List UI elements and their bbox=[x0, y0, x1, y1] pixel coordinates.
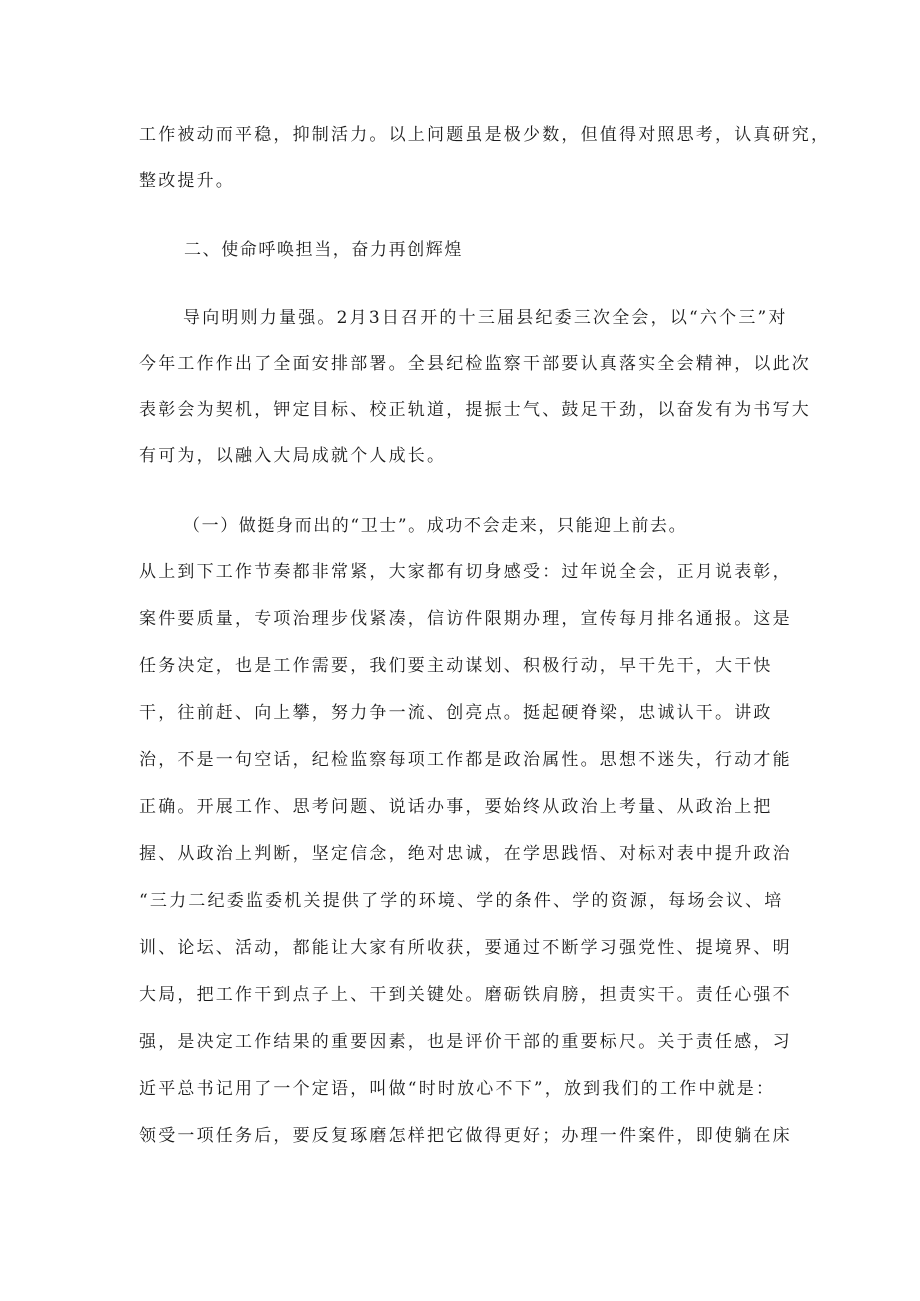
text-line: 近平总书记用了一个定语，叫做“时时放心不下”，放到我们的工作中就是： bbox=[139, 1079, 776, 1099]
section-heading: 二、使命呼唤担当，奋力再创辉煌 bbox=[184, 240, 463, 260]
text-line: 训、论坛、活动，都能让大家有所收获，要通过不断学习强党性、提境界、明 bbox=[139, 938, 792, 958]
text-line: 任务决定，也是工作需要，我们要主动谋划、积极行动，早干先干，大干快 bbox=[139, 656, 773, 676]
text-line: 领受一项任务后，要反复琢磨怎样把它做得更好；办理一件案件，即使躺在床 bbox=[139, 1126, 792, 1146]
text-line: 整改提升。 bbox=[139, 171, 235, 191]
text-line: 从上到下工作节奏都非常紧，大家都有切身感受：过年说全会，正月说表彰， bbox=[139, 562, 792, 582]
text-line: “三力二纪委监委机关提供了学的环境、学的条件、学的资源，每场会议、培 bbox=[139, 891, 784, 911]
subsection-heading: （一）做挺身而出的“卫士”。成功不会走来，只能迎上前去。 bbox=[183, 516, 688, 536]
text-line: 干，往前赶、向上攀，努力争一流、创亮点。挺起硬脊梁，忠诚认干。讲政 bbox=[139, 703, 773, 723]
text-line: 案件要质量，专项治理步伐紧凑，信访件限期办理，宣传每月排名通报。这是 bbox=[139, 609, 792, 629]
text-line: 正确。开展工作、思考问题、说话办事，要始终从政治上考量、从政治上把 bbox=[139, 797, 773, 817]
text-line: 治，不是一句空话，纪检监察每项工作都是政治属性。思想不迷失，行动才能 bbox=[139, 750, 792, 770]
text-line: 工作被动而平稳，抑制活力。以上问题虽是极少数，但值得对照思考，认真研究， bbox=[139, 125, 831, 145]
text-line: 强，是决定工作结果的重要因素，也是评价干部的重要标尺。关于责任感，习 bbox=[139, 1032, 792, 1052]
text-line: 握、从政治上判断，坚定信念，绝对忠诚，在学思践悟、对标对表中提升政治 bbox=[139, 844, 792, 864]
text-line: 大局，把工作干到点子上、干到关键处。磨砺铁肩膀，担责实干。责任心强不 bbox=[139, 985, 792, 1005]
text-line: 导向明则力量强。2月3日召开的十三届县纪委三次全会，以“六个三”对 bbox=[183, 308, 788, 328]
text-line: 今年工作作出了全面安排部署。全县纪检监察干部要认真落实全会精神，以此次 bbox=[139, 354, 811, 374]
text-line: 表彰会为契机，钾定目标、校正轨道，提振士气、鼓足干劲，以奋发有为书写大 bbox=[139, 400, 811, 420]
text-line: 有可为，以融入大局成就个人成长。 bbox=[139, 446, 447, 466]
